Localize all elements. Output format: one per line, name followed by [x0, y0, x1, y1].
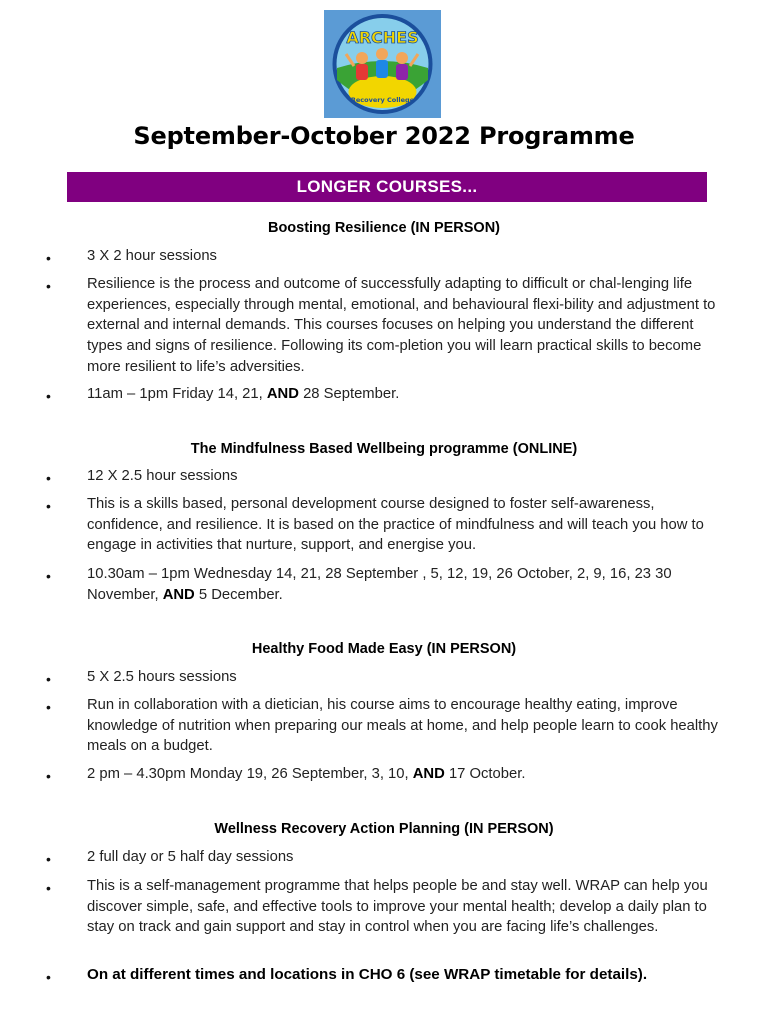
bullet-icon: •: [46, 851, 51, 867]
time-and: AND: [162, 586, 195, 603]
course-sessions: 5 X 2.5 hours sessions: [87, 669, 237, 685]
bullet-icon: •: [46, 880, 51, 896]
bullet-icon: •: [46, 699, 51, 715]
time-prefix: 2 pm – 4.30pm Monday 19, 26 September, 3, 10,: [87, 766, 409, 782]
bullet-icon: •: [46, 388, 51, 404]
course-times: [87, 764, 727, 785]
course-sessions: 3 X 2 hour sessions: [87, 248, 217, 264]
course-sessions: 12 X 2.5 hour sessions: [87, 468, 238, 484]
page-title: September-October 2022 Programme: [133, 122, 635, 150]
time-prefix: 11am – 1pm Friday 14, 21,: [87, 386, 263, 402]
course-title: The Mindfulness Based Wellbeing programme (ONLINE): [190, 441, 578, 457]
section-banner: LONGER COURSES...: [67, 172, 707, 202]
bullet-icon: •: [46, 969, 51, 985]
time-suffix: 5 December.: [198, 586, 283, 603]
time-suffix: 28 September.: [303, 386, 400, 402]
arches-logo: [324, 10, 441, 118]
bullet-icon: •: [46, 278, 51, 294]
time-suffix: 17 October.: [448, 766, 526, 782]
time-and: AND: [412, 766, 445, 782]
course-title: Boosting Resilience (IN PERSON): [267, 220, 501, 236]
time-prefix: 10.30am – 1pm Wednesday 14, 21, 28 September , 5, 12, 19, 26 October, 2, 9, 16, 23 30 November,: [87, 566, 672, 603]
course-sessions: 2 full day or 5 half day sessions: [87, 849, 294, 865]
bullet-icon: •: [46, 498, 51, 514]
time-and: AND: [266, 386, 299, 402]
course-times: [87, 384, 727, 405]
course-times: [87, 564, 727, 605]
logo-text-top: ARCHES: [346, 28, 419, 47]
course-description: This is a skills based, personal development course designed to foster self-awareness, confidence, and resilience. It is based on the practice of mindfulness and will teach you how to engage in activities that nurture, support, and energise you.: [87, 496, 704, 554]
course-description: Resilience is the process and outcome of successfully adapting to difficult or chal-lenging life experiences, especially through mental, emotional, and behavioural flexi-bility and adjustment to external and internal demands. This courses focuses on helping you understand the different types and signs of resilience. Following its com-pletion you will learn practical skills to become more resilient to life’s adversities.: [87, 276, 716, 375]
course-title: Wellness Recovery Action Planning (IN PERSON): [214, 821, 554, 837]
course-description: Run in collaboration with a dietician, his course aims to encourage healthy eating, improve knowledge of nutrition when preparing our meals at home, and help people learn to cook healthy meals on a budget.: [87, 697, 718, 755]
bullet-icon: •: [46, 568, 51, 584]
bullet-icon: •: [46, 671, 51, 687]
course-title: Healthy Food Made Easy (IN PERSON): [251, 641, 517, 657]
course-description: This is a self-management programme that helps people be and stay well. WRAP can help you discover simple, safe, and effective tools to improve your mental health; develop a daily plan to stay on track and gain support and stay in control when you are facing life’s challenges.: [87, 878, 708, 936]
course-note: On at different times and locations in CHO 6 (see WRAP timetable for details).: [87, 966, 648, 983]
bullet-icon: •: [46, 250, 51, 266]
bullet-icon: •: [46, 768, 51, 784]
logo-text-bottom: Recovery College: [350, 96, 415, 104]
bullet-icon: •: [46, 470, 51, 486]
